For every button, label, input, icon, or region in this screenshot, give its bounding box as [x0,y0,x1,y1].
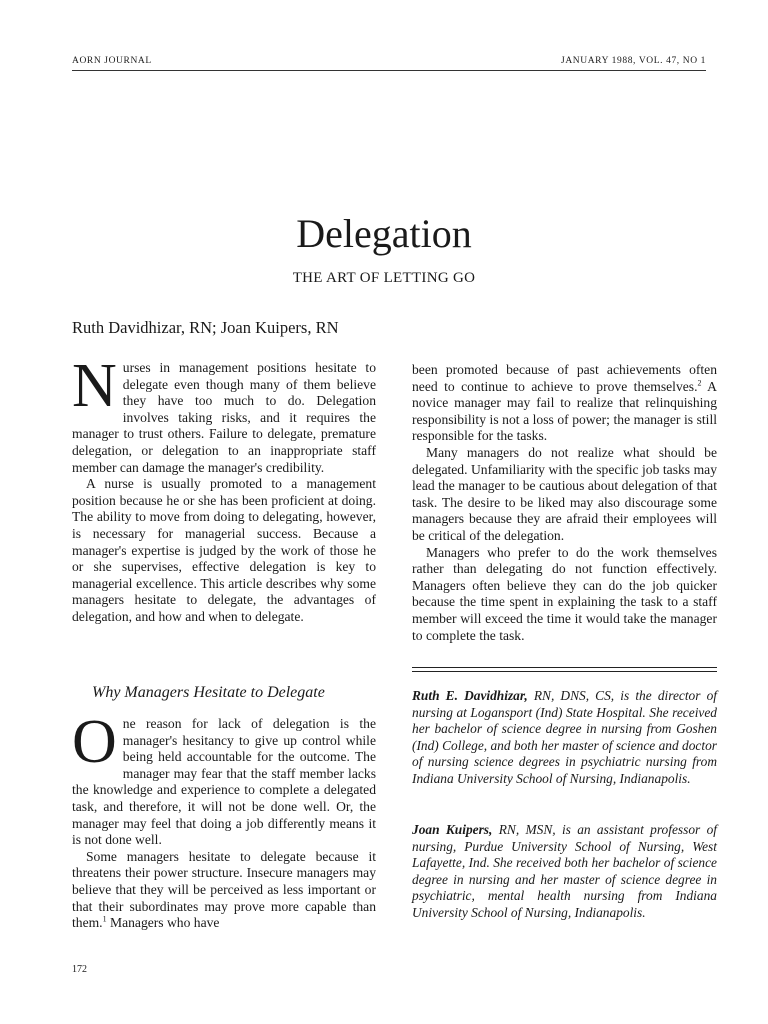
section-column [72,708,376,932]
journal-name: AORN JOURNAL [72,56,152,66]
footnote-ref-2: 2 [697,378,702,388]
author-bio-2 [412,822,717,922]
section-dropcap: O [72,708,117,776]
article-subtitle: THE ART OF LETTING GO [292,270,476,286]
section-paragraph-2 [72,849,376,932]
intro-column [72,352,376,626]
bio-1-text: RN, DNS, CS, is the director of nursing at Logansport (Ind) State Hospital. She received her bachelor of science degree in nursing from Goshen (Ind) College, and both her master of science and doctor of nursing science degrees in psychiatric nursing from Indiana University School of Nursing, Indianapolis. [412,688,717,786]
right-paragraph-1-text: been promoted because of past achievements often need to continue to achieve to prove themselves. [412,362,717,394]
author-bio-1 [412,688,717,788]
section-paragraph-2-text: Some managers hesitate to delegate because it threatens their power structure. Insecure managers may believe that they will be perceived as less important or that their subordinates may prove more capable than them. [72,848,376,931]
bio-2-text: RN, MSN, is an assistant professor of nursing, Purdue University School of Nursing, West Lafayette, Ind. She received both her bachelor of science degree in nursing and her master of science degree in psychiatric, mental health nursing from Indiana University School of Nursing, Indianapolis. [412,822,717,920]
right-paragraph-2: Many managers do not realize what should be delegated. Unfamiliarity with the specific job tasks may lead the manager to be cautious about delegation of that task. The desire to be liked may also discourage some managers because they are afraid their employees will be critical of the delegation. [412,444,717,543]
page-number: 172 [72,964,87,975]
section-heading: Why Managers Hesitate to Delegate [92,684,325,701]
double-rule-divider [412,667,717,672]
intro-paragraph-1-text: urses in management positions hesitate to delegate even though many of them believe they have too much to do. Delegation involves taking risks, and it requires the manager to trust others. Failure to delegate, premature delegation, or delegation to an inappropriate staff member can damage the manager's credibility. [72,360,376,475]
article-authors: Ruth Davidhizar, RN; Joan Kuipers, RN [72,318,339,337]
right-paragraph-1-tail: A novice manager may fail to realize that relinquishing responsibility is not a loss of power; the manager is still responsible for the tasks. [412,378,717,444]
issue-info: JANUARY 1988, VOL. 47, NO 1 [561,56,706,66]
right-paragraph-1 [412,362,717,445]
intro-paragraph-2: A nurse is usually promoted to a management position because he or she has been proficient at doing. The ability to move from doing to delegating, however, is necessary for managerial success. Because a manager's expertise is judged by the work of those he or she supervises, effective delegation is key to managerial excellence. This article describes why some managers hesitate to delegate, the advantages of delegation, and how and when to delegate. [72,476,376,624]
right-column [412,362,717,644]
section-paragraph-2-tail: Managers who have [106,915,220,931]
article-title: Delegation [296,211,472,256]
section-paragraph-1-text: ne reason for lack of delegation is the manager's hesitancy to give up control while being held accountable for the outcome. The manager may fear that the staff member lacks the knowledge and experience to complete a delegated task, and therefore, it will not be done well. Or, the manager may feel that doing a job differently means it is not done well. [72,716,376,848]
footnote-ref-1: 1 [102,914,107,924]
bio-1-name: Ruth E. Davidhizar, [412,688,528,703]
bio-2-name: Joan Kuipers, [412,822,493,837]
intro-dropcap: N [72,352,117,420]
right-paragraph-3: Managers who prefer to do the work themselves rather than delegating do not function effectively. Managers often believe they can do the job quicker because the time spent in explaining the task to a staff member will exceed the time it would take the manager to complete the task. [412,544,717,643]
intro-paragraph-1 [72,352,376,476]
section-paragraph-1 [72,708,376,849]
running-head [72,56,706,71]
